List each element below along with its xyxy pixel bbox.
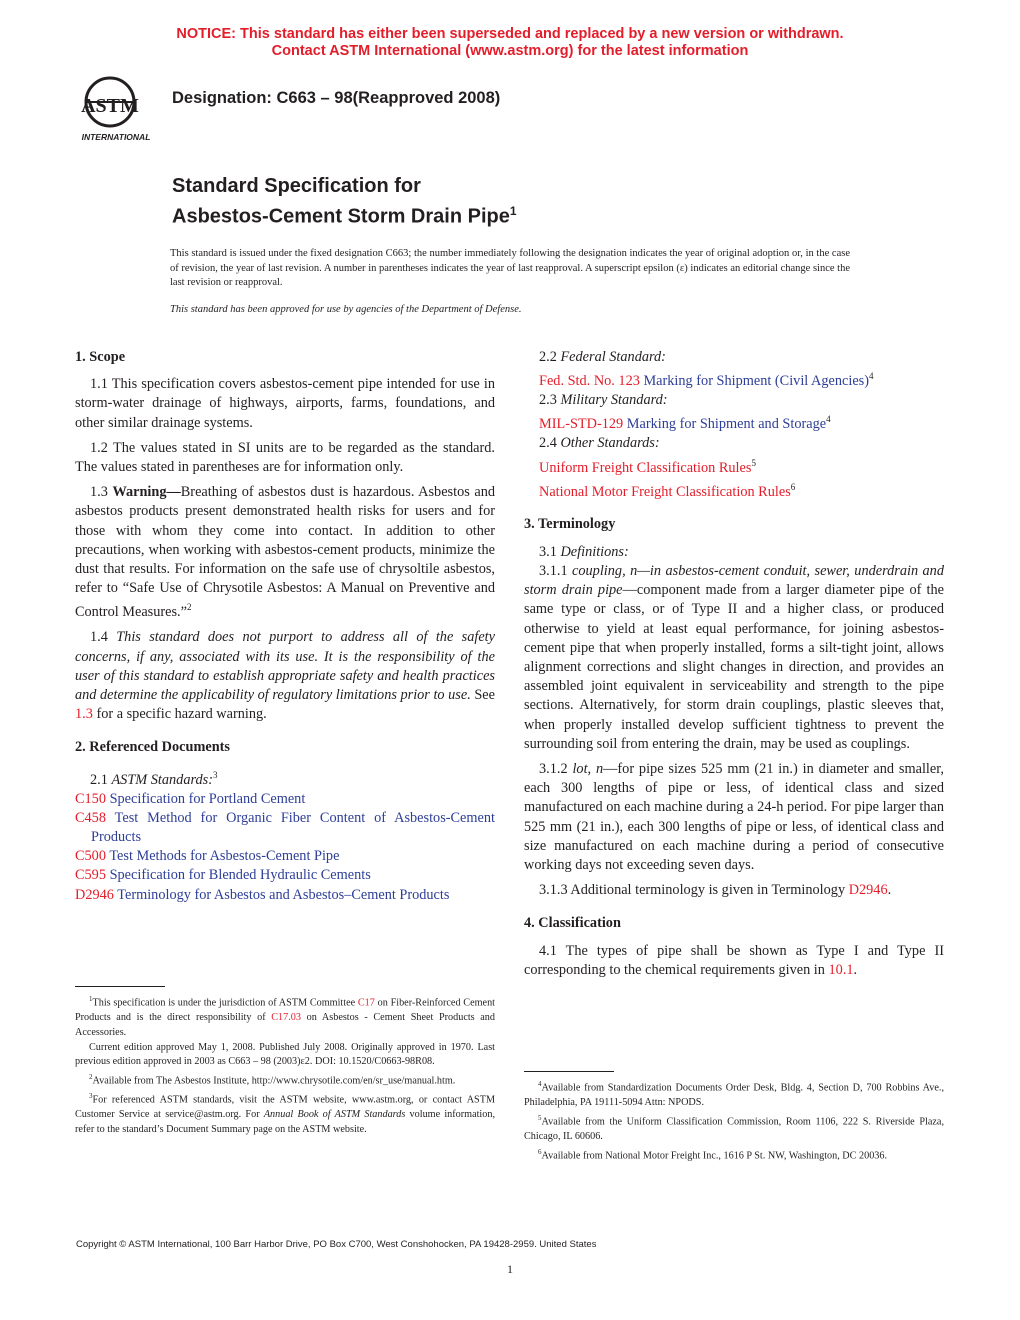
astm-standards-subhead: 2.1 ASTM Standards:$^3$ [90, 769, 218, 788]
footnote-divider [524, 1071, 614, 1072]
scope-1-2: 1.2 The values stated in SI units are to be regarded as the standard. The values stated in parentheses are for information only. [75, 439, 495, 476]
term-3-1-3: 3.1.3 Additional terminology is given in Terminology D2946. [539, 882, 892, 899]
footnote-6: $^6$Available from National Motor Freight Inc., 1616 P St. NW, Washington, DC 20036. [538, 1147, 888, 1161]
ref-item[interactable]: C500 Test Methods for Asbestos-Cement Pipe [75, 848, 340, 865]
withdrawal-notice [0, 26, 1020, 60]
classification-4-1: 4.1 The types of pipe shall be shown as Type I and Type II corresponding to the chemical requirements given in 10.1. [524, 942, 944, 978]
federal-standard-subhead: 2.2 Federal Standard: [539, 349, 666, 365]
issue-note: This standard is issued under the fixed designation C663; the number immediately following the designation indicates the year of original adoption or, in the case of revision, the year of last revision. A number in parentheses indicates the year of last reapproval. A superscript epsilon (ε) indicates an editorial change since the last revision or reapproval. [170, 248, 850, 289]
footnote-5: $^5$Available from the Uniform Classification Commission, Room 1106, 222 S. Riverside Plaza, Chicago, IL 60606. [524, 1113, 944, 1142]
page-number: 1 [507, 1262, 513, 1276]
scope-1-1: 1.1 This specification covers asbestos-cement pipe intended for use in storm-water drainage of highways, airports, farms, foundations, and other similar drainage systems. [75, 376, 495, 431]
ref-item[interactable]: Fed. Std. No. 123 Marking for Shipment (Civil Agencies)$^4$ [539, 371, 874, 389]
ref-item[interactable]: MIL-STD-129 Marking for Shipment and Storage$^4$ [539, 414, 831, 433]
other-standards-subhead: 2.4 Other Standards: [539, 435, 660, 452]
issue-note-block [170, 247, 850, 318]
term-3-1-2: 3.1.2 lot, n—for pipe sizes 525 mm (21 in.) in diameter and smaller, each 300 lengths of pipe or less, of identical class and sized manufactured on each machine during a 24-h period. For pipe larger than 525 mm (21 in.), each 300 lengths of pipe or less, of identical class and size manufactured on each machine during a period of consecutive working days not exceeding seven days. [524, 760, 945, 873]
scope-1-4: 1.4 This standard does not purport to address all of the safety concerns, if any, associated with its use. It is the responsibility of the user of this standard to establish appropriate safety and health practices and determine the applicability of regulatory limitations prior to use. See 1.3 for a specific hazard warning. [75, 629, 495, 723]
footnote-3: $^3$For referenced ASTM standards, visit the ASTM website, www.astm.org, or contact ASTM Customer Service at service@astm.org. For Annual Book of ASTM Standards volume information, refer to the standard’s Document Summary page on the ASTM website. [75, 1092, 495, 1135]
astm-logo [70, 74, 162, 144]
title-line-1: Standard Specification for [172, 175, 421, 197]
ref-item[interactable]: D2946 Terminology for Asbestos and Asbestos–Cement Products [75, 886, 450, 903]
section-1-3-link[interactable]: 1.3 [75, 706, 93, 723]
refdocs-heading: 2. Referenced Documents [75, 739, 230, 756]
classification-heading: 4. Classification [524, 915, 621, 932]
c17-03-link[interactable]: C17.03 [271, 1012, 301, 1024]
document-title [172, 174, 517, 230]
military-standard-subhead: 2.3 Military Standard: [539, 392, 668, 409]
section-10-1-link[interactable]: 10.1 [828, 961, 854, 978]
footnote-1: $^1$This specification is under the jurisdiction of ASTM Committee C17 on Fiber-Reinforced Cement Products and is the direct responsibility of C17.03 on Asbestos - Cement Sheet Products and Accessories. [75, 995, 495, 1038]
c17-link[interactable]: C17 [357, 997, 375, 1009]
left-column [75, 348, 495, 905]
ref-item[interactable]: C150 Specification for Portland Cement [75, 790, 306, 807]
scope-heading: 1. Scope [75, 349, 126, 365]
warning-label: Warning— [112, 484, 181, 501]
right-column [524, 348, 944, 980]
ref-item[interactable]: C458 Test Method for Organic Fiber Content of Asbestos-Cement Products [75, 809, 495, 845]
footnote-2: $^2$Available from The Asbestos Institute, http://www.chrysotile.com/en/sr_use/manual.htm. [89, 1072, 456, 1087]
title-line-2: Asbestos-Cement Storm Drain Pipe [172, 205, 510, 228]
ref-item[interactable]: C595 Specification for Blended Hydraulic Cements [75, 867, 371, 884]
scope-1-3: 1.3 Warning—Breathing of asbestos dust is hazardous. Asbestos and asbestos products present demonstrated health risks for users and for those with whom they come into contact. In addition to other precautions, when working with asbestos-cement products, minimize the dust that results. For information on the safe use of chrysoltile asbestos, refer to “Safe Use of Chrysotile Asbestos: A Manual on Preventive and Control Measures.”$^2$ [75, 484, 495, 621]
logo-subtext: INTERNATIONAL [81, 132, 151, 142]
left-footnotes [75, 992, 495, 1138]
title-footnote-ref[interactable]: 1 [509, 204, 517, 218]
footnote-1-edition: Current edition approved May 1, 2008. Published July 2008. Originally approved in 1970. Last previous edition approved in 2003 as C663 – 98 (2003)ε2. DOI: 10.1520/C0663-98R08. [75, 1041, 495, 1068]
notice-line-1: NOTICE: This standard has either been superseded and replaced by a new version or withdrawn. [176, 26, 844, 42]
dod-note: This standard has been approved for use by agencies of the Department of Defense. [170, 304, 522, 316]
d2946-link[interactable]: D2946 [848, 882, 888, 899]
ref-item[interactable]: Uniform Freight Classification Rules$^5$ [539, 457, 756, 476]
designation: Designation: C663 – 98(Reapproved 2008) [172, 89, 501, 107]
definitions-subhead: 3.1 Definitions: [539, 543, 629, 560]
terminology-heading: 3. Terminology [524, 516, 616, 533]
right-footnotes [524, 1077, 944, 1164]
footnote-divider [75, 986, 165, 987]
notice-line-2: Contact ASTM International (www.astm.org) for the latest information [271, 43, 749, 59]
footnote-4: $^4$Available from Standardization Documents Order Desk, Bldg. 4, Section D, 700 Robbins Ave., Philadelphia, PA 19111-5094 Attn: NPODS. [524, 1080, 944, 1109]
copyright-line: Copyright © ASTM International, 100 Barr Harbor Drive, PO Box C700, West Conshohocken, PA 19428-2959. United States [76, 1239, 597, 1250]
ref-item[interactable]: National Motor Freight Classification Rules$^6$ [539, 481, 796, 500]
term-3-1-1: 3.1.1 coupling, n—in asbestos-cement conduit, sewer, underdrain and storm drain pipe—component made from a larger diameter pipe of the same type or class, or of Type II and a higher class, or produced otherwise to yield at least equal performance, for joining asbestos-cement pipe that when properly installed, forms a silt-tight joint, allows alignment corrections and slight changes in direction, and provides an assembled joint equivalent in serviceability and strength to the pipe sections. Alternatively, for storm drain couplings, plastic sleeves that, when properly installed develop sufficient tightness to prevent the surrounding soil from entering the drain, may be used as couplings. [524, 562, 944, 752]
logo-text: ASTM [81, 95, 139, 117]
